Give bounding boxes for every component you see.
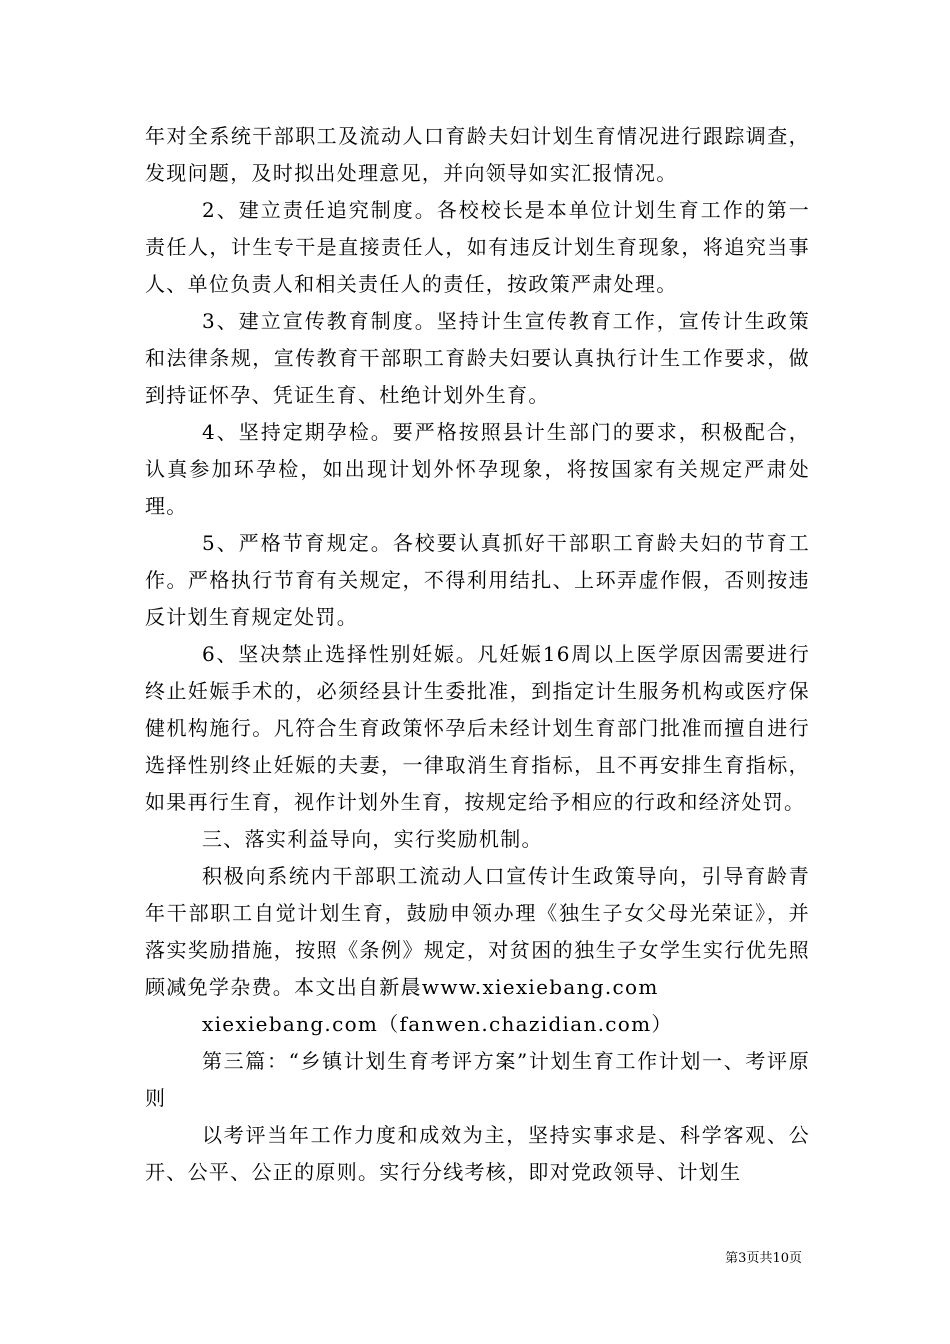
paragraph-evaluation-principles: 以考评当年工作力度和成效为主，坚持实事求是、科学客观、公开、公平、公正的原则。实行分线考核，即对党政领导、计划生 (145, 1123, 810, 1184)
paragraph-source-line: xiexiebang.com（fanwen.chazidian.com） (202, 1012, 673, 1036)
document-body (145, 118, 810, 1191)
paragraph-item-6: 6、坚决禁止选择性别妊娠。凡妊娠16周以上医学原因需要进行终止妊娠手术的，必须经县计生委批准，到指定计生服务机构或医疗保健机构施行。凡符合生育政策怀孕后未经计划生育部门批准而擅自进行选择性别终止妊娠的夫妻，一律取消生育指标，且不再安排生育指标，如果再行生育，视作计划外生育，按规定给予相应的行政和经济处罚。 (145, 642, 810, 814)
paragraph-item-3: 3、建立宣传教育制度。坚持计生宣传教育工作，宣传计生政策和法律条规，宣传教育干部职工育龄夫妇要认真执行计生工作要求，做到持证怀孕、凭证生育、杜绝计划外生育。 (145, 309, 810, 407)
page-number: 第3页共10页 (725, 1251, 802, 1266)
paragraph-item-5: 5、严格节育规定。各校要认真抓好干部职工育龄夫妇的节育工作。严格执行节育有关规定，不得利用结扎、上环弄虚作假，否则按违反计划生育规定处罚。 (145, 531, 810, 629)
paragraph-third-article-title: 第三篇：“乡镇计划生育考评方案”计划生育工作计划一、考评原则 (145, 1049, 810, 1110)
paragraph-continuation: 年对全系统干部职工及流动人口育龄夫妇计划生育情况进行跟踪调查，发现问题，及时拟出处理意见，并向领导如实汇报情况。 (145, 124, 810, 185)
paragraph-incentives: 积极向系统内干部职工流动人口宣传计生政策导向，引导育龄青年干部职工自觉计划生育，鼓励申领办理《独生子女父母光荣证》，并落实奖励措施，按照《条例》规定，对贫困的独生子女学生实行优先照顾减免学杂费。本文出自新晨www.xiexiebang.com (145, 864, 810, 999)
paragraph-item-4: 4、坚持定期孕检。要严格按照县计生部门的要求，积极配合，认真参加环孕检，如出现计划外怀孕现象，将按国家有关规定严肃处理。 (145, 420, 810, 518)
paragraph-item-2: 2、建立责任追究制度。各校校长是本单位计划生育工作的第一责任人，计生专干是直接责任人，如有违反计划生育现象，将追究当事人、单位负责人和相关责任人的责任，按政策严肃处理。 (145, 198, 810, 296)
section-heading-three: 三、落实利益导向，实行奖励机制。 (202, 827, 543, 851)
